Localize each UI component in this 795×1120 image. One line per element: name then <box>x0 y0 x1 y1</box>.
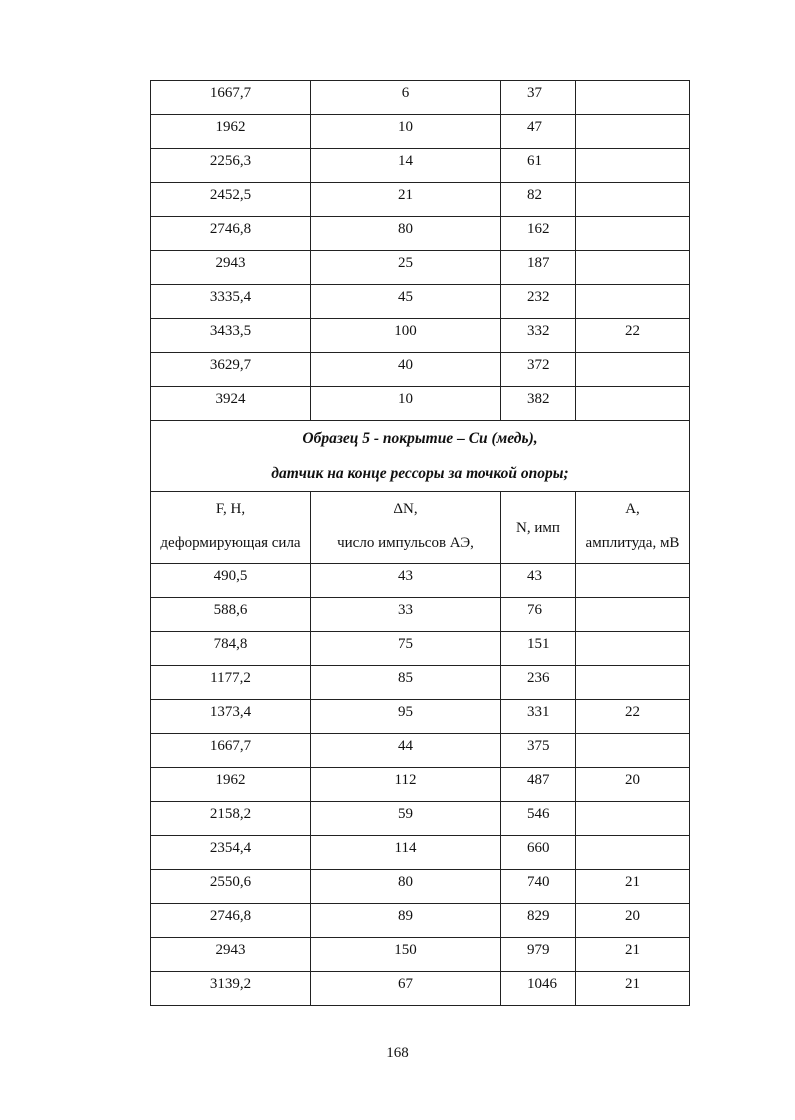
header-delta-n <box>311 492 501 564</box>
cell-force: 1667,7 <box>151 734 311 768</box>
cell-delta-n: 44 <box>311 734 501 768</box>
cell-force: 3335,4 <box>151 285 311 319</box>
table-row <box>151 734 690 768</box>
table-row <box>151 632 690 666</box>
cell-n: 546 <box>501 802 576 836</box>
header-force-symbol: F, Н, <box>215 501 246 517</box>
cell-n: 332 <box>501 319 576 353</box>
cell-amplitude: 20 <box>576 904 690 938</box>
section-title-cell <box>151 421 690 492</box>
cell-n: 236 <box>501 666 576 700</box>
cell-amplitude: 21 <box>576 972 690 1006</box>
cell-amplitude <box>576 183 690 217</box>
table-row <box>151 149 690 183</box>
cell-delta-n: 114 <box>311 836 501 870</box>
cell-n: 82 <box>501 183 576 217</box>
cell-delta-n: 95 <box>311 700 501 734</box>
cell-n: 382 <box>501 387 576 421</box>
section-title-line-1: Образец 5 - покрытие – Cu (медь), <box>302 430 538 447</box>
table-row <box>151 836 690 870</box>
cell-delta-n: 33 <box>311 598 501 632</box>
table-row <box>151 115 690 149</box>
cell-n: 829 <box>501 904 576 938</box>
cell-n: 487 <box>501 768 576 802</box>
cell-delta-n: 59 <box>311 802 501 836</box>
cell-force: 2452,5 <box>151 183 311 217</box>
cell-amplitude <box>576 353 690 387</box>
cell-force: 1373,4 <box>151 700 311 734</box>
table-row <box>151 353 690 387</box>
cell-delta-n: 10 <box>311 115 501 149</box>
cell-n: 331 <box>501 700 576 734</box>
cell-force: 588,6 <box>151 598 311 632</box>
cell-delta-n: 10 <box>311 387 501 421</box>
column-header-row <box>151 492 690 564</box>
cell-amplitude <box>576 632 690 666</box>
cell-n: 162 <box>501 217 576 251</box>
section-title-line-2: датчик на конце рессоры за точкой опоры; <box>271 465 569 482</box>
cell-amplitude <box>576 666 690 700</box>
table-row <box>151 768 690 802</box>
table-row <box>151 319 690 353</box>
table-row <box>151 251 690 285</box>
cell-delta-n: 100 <box>311 319 501 353</box>
table-row <box>151 598 690 632</box>
table-row <box>151 802 690 836</box>
cell-n: 76 <box>501 598 576 632</box>
cell-force: 2943 <box>151 251 311 285</box>
cell-delta-n: 45 <box>311 285 501 319</box>
cell-delta-n: 67 <box>311 972 501 1006</box>
cell-amplitude <box>576 251 690 285</box>
cell-force: 784,8 <box>151 632 311 666</box>
cell-force: 3433,5 <box>151 319 311 353</box>
cell-force: 1962 <box>151 768 311 802</box>
table-row <box>151 217 690 251</box>
cell-amplitude: 21 <box>576 938 690 972</box>
page-number: 168 <box>386 1045 409 1061</box>
cell-n: 979 <box>501 938 576 972</box>
cell-force: 2354,4 <box>151 836 311 870</box>
cell-delta-n: 112 <box>311 768 501 802</box>
cell-n: 740 <box>501 870 576 904</box>
cell-amplitude <box>576 802 690 836</box>
cell-amplitude <box>576 734 690 768</box>
data-table <box>150 80 690 1006</box>
cell-n: 187 <box>501 251 576 285</box>
cell-delta-n: 85 <box>311 666 501 700</box>
table-body-top <box>151 81 690 421</box>
table-row <box>151 666 690 700</box>
cell-force: 3139,2 <box>151 972 311 1006</box>
header-force-label: деформирующая сила <box>160 535 301 551</box>
cell-force: 2550,6 <box>151 870 311 904</box>
cell-n: 37 <box>501 81 576 115</box>
cell-amplitude <box>576 564 690 598</box>
cell-force: 1962 <box>151 115 311 149</box>
table-row <box>151 938 690 972</box>
cell-delta-n: 6 <box>311 81 501 115</box>
cell-force: 3629,7 <box>151 353 311 387</box>
cell-delta-n: 150 <box>311 938 501 972</box>
cell-delta-n: 25 <box>311 251 501 285</box>
cell-amplitude: 21 <box>576 870 690 904</box>
cell-force: 2256,3 <box>151 149 311 183</box>
table-row <box>151 904 690 938</box>
cell-delta-n: 14 <box>311 149 501 183</box>
cell-amplitude <box>576 115 690 149</box>
header-amplitude-symbol: А, <box>625 501 640 517</box>
cell-n: 43 <box>501 564 576 598</box>
cell-delta-n: 80 <box>311 217 501 251</box>
cell-force: 1667,7 <box>151 81 311 115</box>
cell-delta-n: 75 <box>311 632 501 666</box>
table-row <box>151 81 690 115</box>
cell-amplitude <box>576 285 690 319</box>
cell-amplitude: 20 <box>576 768 690 802</box>
cell-amplitude: 22 <box>576 700 690 734</box>
cell-n: 375 <box>501 734 576 768</box>
cell-amplitude <box>576 149 690 183</box>
cell-force: 490,5 <box>151 564 311 598</box>
cell-delta-n: 80 <box>311 870 501 904</box>
cell-n: 151 <box>501 632 576 666</box>
cell-n: 660 <box>501 836 576 870</box>
table-row <box>151 183 690 217</box>
cell-amplitude <box>576 387 690 421</box>
table-row <box>151 387 690 421</box>
cell-force: 2746,8 <box>151 904 311 938</box>
cell-n: 61 <box>501 149 576 183</box>
cell-n: 232 <box>501 285 576 319</box>
cell-n: 372 <box>501 353 576 387</box>
cell-amplitude <box>576 81 690 115</box>
table-row <box>151 870 690 904</box>
table-row <box>151 564 690 598</box>
cell-amplitude <box>576 836 690 870</box>
cell-delta-n: 89 <box>311 904 501 938</box>
cell-force: 2746,8 <box>151 217 311 251</box>
header-n: N, имп <box>501 492 576 564</box>
header-force <box>151 492 311 564</box>
cell-n: 47 <box>501 115 576 149</box>
cell-amplitude <box>576 598 690 632</box>
table-row <box>151 700 690 734</box>
table-body-bottom <box>151 564 690 1006</box>
header-delta-n-symbol: ΔN, <box>393 501 418 517</box>
cell-delta-n: 43 <box>311 564 501 598</box>
cell-delta-n: 21 <box>311 183 501 217</box>
table-row <box>151 972 690 1006</box>
cell-force: 3924 <box>151 387 311 421</box>
header-amplitude-label: амплитуда, мВ <box>585 535 680 551</box>
cell-force: 2158,2 <box>151 802 311 836</box>
table-row <box>151 285 690 319</box>
section-title-row <box>151 421 690 492</box>
cell-delta-n: 40 <box>311 353 501 387</box>
section-block <box>151 421 690 564</box>
cell-force: 1177,2 <box>151 666 311 700</box>
cell-force: 2943 <box>151 938 311 972</box>
header-delta-n-label: число импульсов АЭ, <box>337 535 474 551</box>
header-amplitude <box>576 492 690 564</box>
cell-amplitude: 22 <box>576 319 690 353</box>
cell-amplitude <box>576 217 690 251</box>
cell-n: 1046 <box>501 972 576 1006</box>
